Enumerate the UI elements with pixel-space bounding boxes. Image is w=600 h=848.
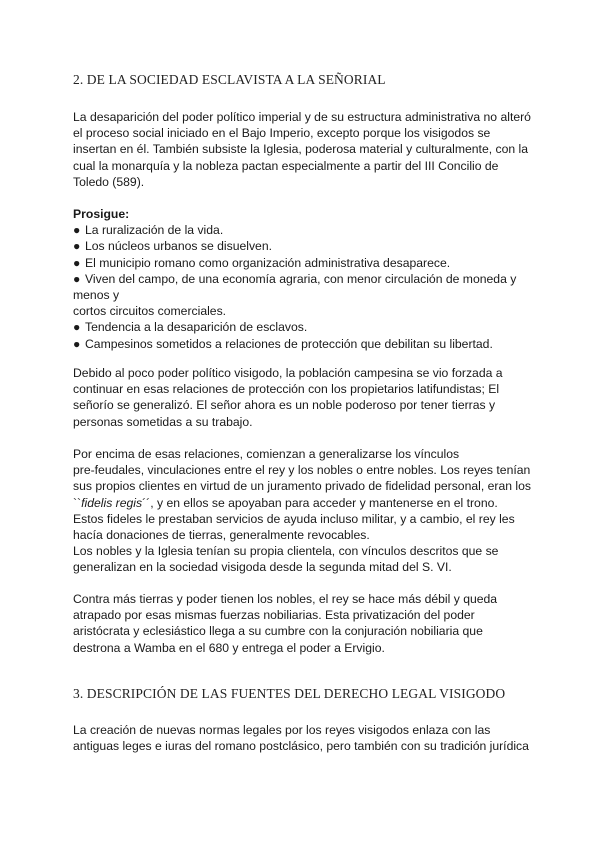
- list-item-text: Tendencia a la desaparición de esclavos.: [85, 320, 308, 335]
- bullet-icon: ●: [73, 271, 81, 286]
- list-item: [73, 238, 533, 254]
- list-item: [73, 255, 533, 271]
- text-line: La desaparición del poder político imperial y de su estructura administrativa no alteró: [73, 110, 531, 124]
- text-line: Contra más tierras y poder tienen los nobles, el rey se hace más débil y queda: [73, 592, 498, 606]
- text-line: [73, 495, 533, 511]
- list-item: [73, 319, 533, 335]
- text-line: Los nobles y la Iglesia tenían su propia clientela, con vínculos descritos que se: [73, 544, 499, 559]
- text-line: personas sometidas a su trabajo.: [73, 414, 253, 429]
- text-line: Debido al poco poder político visigodo, la población campesina se vio forzada a: [73, 366, 503, 380]
- text-line: destrona a Wamba en el 680 y entrega el poder a Ervigio.: [73, 640, 385, 655]
- bullet-icon: ●: [73, 223, 81, 238]
- list-item-text: Viven del campo, de una economía agraria, con menor circulación de moneda y: [85, 271, 517, 286]
- bullet-icon: ●: [73, 336, 81, 351]
- text-line: aristócrata y eclesiástico llega a su cumbre con la conjuración nobiliaria que: [73, 624, 483, 639]
- text-line: generalizan en la sociedad visigoda desde la segunda mitad del S. VI.: [73, 560, 452, 575]
- text-line: Toledo (589).: [73, 174, 145, 189]
- quote-open: ``: [73, 495, 82, 510]
- text-line: atrapado por esas mismas fuerzas nobiliarias. Esta privatización del poder: [73, 608, 475, 623]
- bullet-icon: ●: [73, 239, 81, 254]
- list-item-continuation: cortos circuitos comerciales.: [73, 304, 227, 319]
- section-2-paragraph-2: [73, 365, 533, 430]
- text-line: el proceso social iniciado en el Bajo Imperio, excepto porque los visigodos se: [73, 126, 491, 141]
- list-item: [73, 271, 533, 287]
- text-fragment: ´´, y en ellos se apoyaban para acceder y mantenerse en el trono.: [142, 495, 498, 510]
- list-item-text: La ruralización de la vida.: [85, 223, 224, 238]
- text-line: antiguas leges e iuras del romano postclásico, pero también con su tradición jurídica: [73, 739, 529, 754]
- text-line: hacía donaciones de tierras, generalmente revocables.: [73, 528, 370, 543]
- text-line: Por encima de esas relaciones, comienzan a generalizarse los vínculos: [73, 447, 460, 461]
- prosigue-label: Prosigue:: [73, 207, 130, 221]
- fidelis-regis-term: fidelis regis: [81, 495, 143, 510]
- text-line: señorío se generalizó. El señor ahora es un noble poderoso por tener tierras y: [73, 398, 496, 413]
- section-2-heading: 2. DE LA SOCIEDAD ESCLAVISTA A LA SEÑORIAL: [73, 72, 386, 87]
- list-item: [73, 336, 533, 352]
- section-2-intro-paragraph: [73, 109, 533, 190]
- list-item-text: Los núcleos urbanos se disuelven.: [85, 239, 272, 254]
- bullet-icon: ●: [73, 320, 81, 335]
- section-3-paragraph-1: [73, 722, 533, 754]
- text-line: insertan en él. También subsiste la Iglesia, poderosa material y culturalmente, con la: [73, 142, 529, 157]
- text-line: sus propios clientes en virtud de un juramento privado de fidelidad personal, eran los: [73, 479, 531, 494]
- bullet-icon: ●: [73, 255, 81, 270]
- section-3-heading: 3. DESCRIPCIÓN DE LAS FUENTES DEL DERECHO LEGAL VISIGODO: [73, 686, 506, 701]
- list-item-continuation: menos y: [73, 288, 120, 303]
- text-line: cual la monarquía y la nobleza pactan especialmente a partir del III Concilio de: [73, 158, 499, 173]
- text-line: La creación de nuevas normas legales por los reyes visigodos enlaza con las: [73, 723, 491, 737]
- section-2-paragraph-4: [73, 591, 533, 656]
- text-line: continuar en esas relaciones de protección con los propietarios latifundistas; El: [73, 382, 500, 397]
- prosigue-list: [73, 206, 533, 352]
- section-2-paragraph-3: [73, 446, 533, 576]
- list-item: [73, 222, 533, 238]
- text-line: Estos fideles le prestaban servicios de ayuda incluso militar, y a cambio, el rey les: [73, 511, 515, 526]
- list-item-text: Campesinos sometidos a relaciones de protección que debilitan su libertad.: [85, 336, 493, 351]
- list-item-text: El municipio romano como organización administrativa desaparece.: [85, 255, 451, 270]
- text-line: pre-feudales, vinculaciones entre el rey y los nobles o entre nobles. Los reyes tenían: [73, 463, 531, 478]
